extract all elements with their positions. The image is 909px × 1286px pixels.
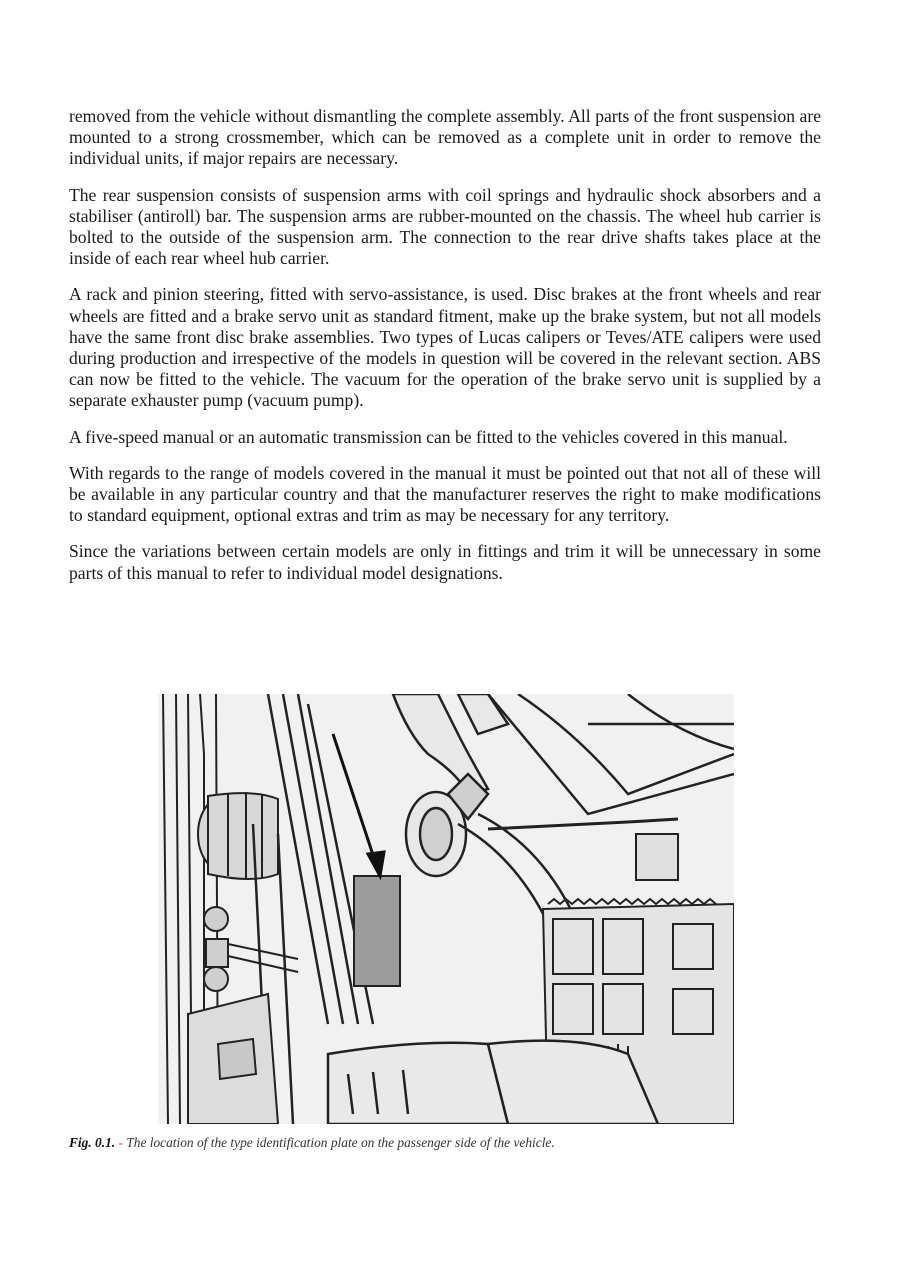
- caption-separator: -: [115, 1135, 127, 1150]
- identification-plate: [354, 876, 400, 986]
- paragraph-1: removed from the vehicle without dismantling the complete assembly. All parts of the front suspension are mounted to a strong crossmember, which can be removed as a complete unit in order to remove the individual units, if major repairs are necessary.: [69, 106, 821, 169]
- caption-text: The location of the type identification plate on the passenger side of the vehicle.: [126, 1135, 555, 1150]
- figure-label: Fig. 0.1.: [69, 1135, 116, 1150]
- figure-illustration: [158, 694, 734, 1124]
- vehicle-engine-bay-drawing: [158, 694, 734, 1124]
- paragraph-6: Since the variations between certain models are only in fittings and trim it will be unnecessary in some parts of this manual to refer to individual model designations.: [69, 541, 821, 583]
- paragraph-2: The rear suspension consists of suspension arms with coil springs and hydraulic shock absorbers and a stabiliser (antiroll) bar. The suspension arms are rubber-mounted on the chassis. The wheel hub carrier is bolted to the outside of the suspension arm. The connection to the rear drive shafts takes place at the inside of each rear wheel hub carrier.: [69, 184, 821, 269]
- paragraph-4: A five-speed manual or an automatic transmission can be fitted to the vehicles covered in this manual.: [69, 426, 788, 447]
- body-text: [69, 106, 821, 599]
- paragraph-5: With regards to the range of models covered in the manual it must be pointed out that not all of these will be available in any particular country and that the manufacturer reserves the right to make modifications to standard equipment, optional extras and trim as may be necessary for any territory.: [69, 462, 821, 526]
- figure-caption: [69, 1135, 829, 1151]
- paragraph-3: A rack and pinion steering, fitted with servo-assistance, is used. Disc brakes at the front wheels and rear wheels are fitted and a brake servo unit as standard fitment, make up the brake system, but not all models have the same front disc brake assemblies. Two types of Lucas calipers or Teves/ATE calipers were used during production and irrespective of the models in question will be covered in the relevant section. ABS can now be fitted to the vehicle. The vacuum for the operation of the brake servo unit is supplied by a separate exhauster pump (vacuum pump).: [69, 284, 821, 411]
